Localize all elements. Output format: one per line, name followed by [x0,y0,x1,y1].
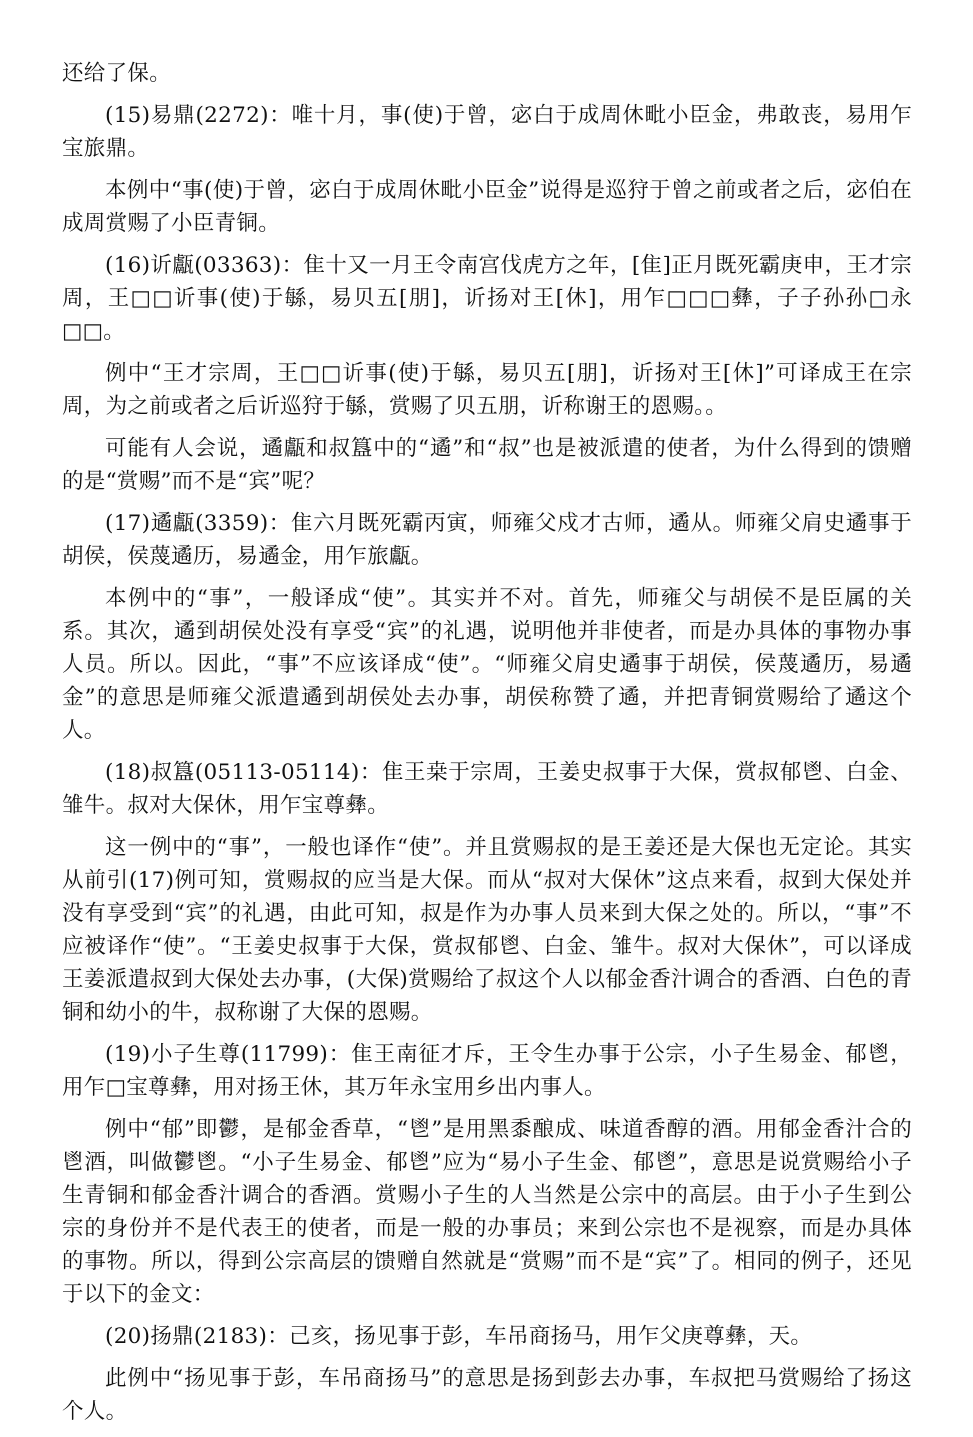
paragraph-6: 可能有人会说，遹甗和叔簋中的“遹”和“叔”也是被派遣的使者，为什么得到的馈赠的是“赏赐”而不是“宾”呢？ [62,436,912,494]
paragraph-12: 例中“郁”即鬱，是郁金香草，“鬯”是用黑黍酿成、味道香醇的酒。用郁金香汁合的鬯酒，叫做鬱鬯。“小子生易金、郁鬯”应为“易小子生金、郁鬯”，意思是说赏赐给小子生青铜和郁金香汁调合的香酒。赏赐小子生的人当然是公宗中的高层。由于小子生到公宗的身份并不是代表王的使者，而是一般的办事员；来到公宗也不是视察，而是办具体的事物。所以，得到公宗高层的馈赠自然就是“赏赐”而不是“宾”了。相同的例子，还见于以下的金文： [62,1117,912,1307]
paragraph-7: (17)遹甗(3359)：隹六月既死霸丙寅，师雍父戍才古师，遹从。师雍父肩史遹事于胡侯，侯蔑遹历，易遹金，用乍旅甗。 [62,511,912,569]
paragraph-13: (20)扬鼎(2183)：己亥，扬见事于彭，车吊商扬马，用乍父庚尊彝，天。 [105,1324,813,1349]
paragraph-11: (19)小子生尊(11799)：隹王南征才斥，王令生办事于公宗，小子生易金、郁鬯，用乍□宝尊彝，用对扬王休，其万年永宝用乡出内事人。 [62,1042,912,1100]
paragraph-3: 本例中“事(使)于曾，宓白于成周休毗小臣金”说得是巡狩于曾之前或者之后，宓伯在成周赏赐了小臣青铜。 [62,178,912,236]
document-page [62,57,912,1437]
paragraph-1: 还给了保。 [62,61,172,86]
paragraph-10: 这一例中的“事”，一般也译作“使”。并且赏赐叔的是王姜还是大保也无定论。其实从前引(17)例可知，赏赐叔的应当是大保。而从“叔对大保休”这点来看，叔到大保处并没有享受到“宾”的礼遇，由此可知，叔是作为办事人员来到大保之处的。所以，“事”不应被译作“使”。“王姜史叔事于大保，赏叔郁鬯、白金、雏牛。叔对大保休”，可以译成王姜派遣叔到大保处去办事，(大保)赏赐给了叔这个人以郁金香汁调合的香酒、白色的青铜和幼小的牛，叔称谢了大保的恩赐。 [62,835,912,1025]
paragraph-5: 例中“王才宗周，王□□䜣事(使)于緐，易贝五[朋]，䜣扬对王[休]”可译成王在宗周，为之前或者之后䜣巡狩于緐，赏赐了贝五朋，䜣称谢王的恩赐。。 [62,361,912,419]
paragraph-4: (16)䜣甗(03363)：隹十又一月王令南宫伐虎方之年，[隹]正月既死霸庚申，王才宗周，王□□䜣事(使)于緐，易贝五[朋]，䜣扬对王[休]，用乍□□□彝，子子孙孙□永□□。 [62,253,912,344]
paragraph-9: (18)叔簋(05113-05114)：隹王桒于宗周，王姜史叔事于大保，赏叔郁鬯、白金、雏牛。叔对大保休，用乍宝尊彝。 [62,760,912,818]
paragraph-2: (15)易鼎(2272)：唯十月，事(使)于曾，宓白于成周休毗小臣金，弗敢丧，易用乍宝旅鼎。 [62,103,912,161]
paragraph-14: 此例中“扬见事于彭，车吊商扬马”的意思是扬到彭去办事，车叔把马赏赐给了扬这个人。 [62,1366,912,1424]
paragraph-8: 本例中的“事”，一般译成“使”。其实并不对。首先，师雍父与胡侯不是臣属的关系。其次，遹到胡侯处没有享受“宾”的礼遇，说明他并非使者，而是办具体的事物办事人员。所以。因此，“事”不应该译成“使”。“师雍父肩史遹事于胡侯，侯蔑遹历，易遹金”的意思是师雍父派遣遹到胡侯处去办事，胡侯称赞了遹，并把青铜赏赐给了遹这个人。 [62,586,912,743]
